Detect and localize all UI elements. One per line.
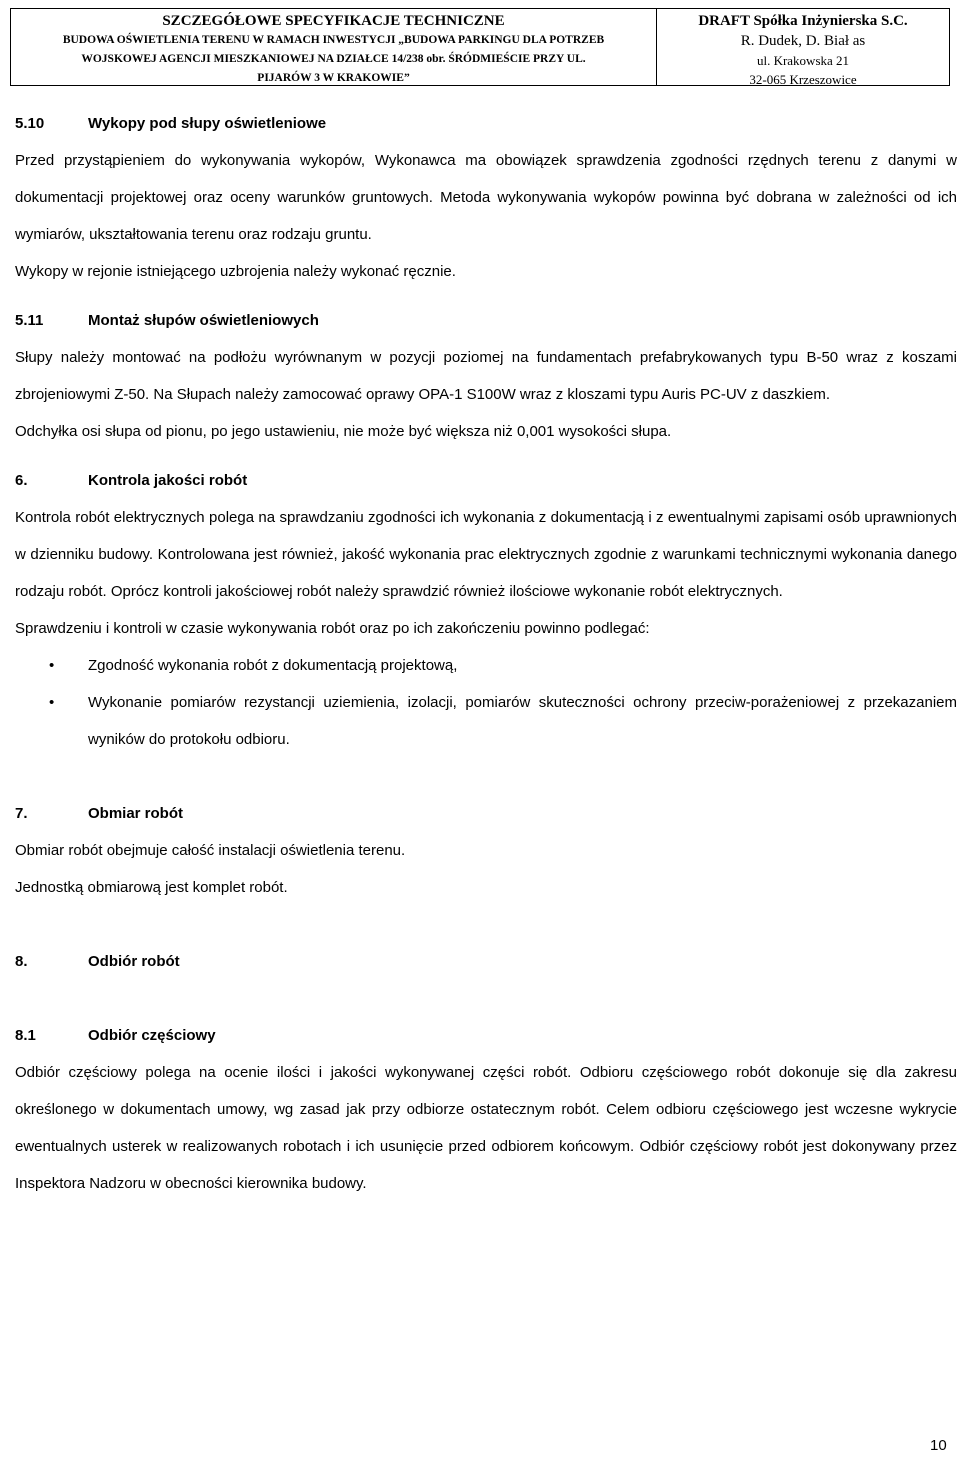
header-street: ul. Krakowska 21 [756,53,850,68]
section-heading-5-10 [15,105,957,142]
section-number: 7. [15,805,28,822]
section-title: Wykopy pod słupy oświetleniowe [88,115,327,132]
paragraph: Odchyłka osi słupa od pionu, po jego ustawieniu, nie może być większa niż 0,001 wysokości słupa. [15,423,672,440]
paragraph: Odbiór częściowy polega na ocenie ilości i jakości wykonywanej części robót. Odbioru częściowego robót dokonuje się dla zakresu określonego w dokumentach umowy, wg zasad jak przy odbiorze ostatecznym robót. Celem odbioru częściowego jest wczesne wykrycie ewentualnych usterek w realizowanych robotach i ich usunięcie przed odbiorem końcowym. Odbiór częściowy robót jest dokonywany przez Inspektora Nadzoru w obecności kierownika budowy. [15,1064,957,1192]
section-heading-8 [15,943,957,980]
section-title: Obmiar robót [88,805,184,822]
header-subtitle-line-1: BUDOWA OŚWIETLENIA TERENU W RAMACH INWESTYCJI „BUDOWA PARKINGU DLA POTRZEB [62,34,605,46]
header-subtitle-line-2: WOJSKOWEJ AGENCJI MIESZKANIOWEJ NA DZIAŁCE 14/238 obr. ŚRÓDMIEŚCIE PRZY UL. [81,53,586,65]
section-title: Odbiór robót [88,953,180,970]
header-company: DRAFT Spółka Inżynierska S.C. [698,13,908,29]
header-company-block [657,9,949,85]
section-number: 6. [15,472,28,489]
header-title: SZCZEGÓŁOWE SPECYFIKACJE TECHNICZNE [162,13,505,29]
section-heading-7 [15,795,957,832]
section-number: 5.11 [15,312,44,329]
paragraph: Wykopy w rejonie istniejącego uzbrojenia należy wykonać ręcznie. [15,263,456,280]
bullet-icon: • [49,694,55,711]
list-item [15,647,957,684]
section-heading-8-1 [15,1017,957,1054]
paragraph: Kontrola robót elektrycznych polega na sprawdzaniu zgodności ich wykonania z dokumentacją i z ewentualnymi zapisami osób uprawnionych w dzienniku budowy. Kontrolowana jest również, jakość wykonania prac elektrycznych zgodnie z warunkami technicznymi wykonania danego rodzaju robót. Oprócz kontroli jakościowej robót należy sprawdzić również ilościowe wykonanie robót elektrycznych. [15,509,957,600]
bullet-icon: • [49,657,55,674]
page-number: 10 [930,1437,947,1454]
section-number: 8.1 [15,1027,36,1044]
document-body [15,105,957,1202]
list-item-text: Zgodność wykonania robót z dokumentacją projektową, [88,657,458,674]
section-number: 8. [15,953,28,970]
header-city: 32-065 Krzeszowice [749,72,857,87]
paragraph: Przed przystąpieniem do wykonywania wykopów, Wykonawca ma obowiązek sprawdzenia zgodności rzędnych terenu z danymi w dokumentacji projektowej oraz oceny warunków gruntowych. Metoda wykonywania wykopów powinna być dobrana w zależności od ich wymiarów, ukształtowania terenu oraz rodzaju gruntu. [15,152,957,243]
paragraph: Sprawdzeniu i kontroli w czasie wykonywania robót oraz po ich zakończeniu powinno podlegać: [15,620,650,637]
section-heading-5-11 [15,302,957,339]
section-title: Kontrola jakości robót [88,472,248,489]
paragraph: Jednostką obmiarową jest komplet robót. [15,879,288,896]
section-heading-6 [15,462,957,499]
header-names: R. Dudek, D. Biał as [740,33,866,49]
paragraph: Obmiar robót obejmuje całość instalacji oświetlenia terenu. [15,842,406,859]
document-header [10,8,950,86]
section-title: Odbiór częściowy [88,1027,216,1044]
paragraph: Słupy należy montować na podłożu wyrównanym w pozycji poziomej na fundamentach prefabrykowanych typu B-50 wraz z koszami zbrojeniowymi Z-50. Na Słupach należy zamocować oprawy OPA-1 S100W wraz z kloszami typu Auris PC-UV z daszkiem. [15,349,957,403]
header-subtitle-line-3: PIJARÓW 3 W KRAKOWIE” [257,72,410,84]
list-item [15,684,957,758]
header-project-block [11,9,657,85]
bullet-list [15,647,957,758]
section-number: 5.10 [15,115,45,132]
list-item-text: Wykonanie pomiarów rezystancji uziemienia, izolacji, pomiarów skuteczności ochrony przeciw-porażeniowej z przekazaniem wyników do protokołu odbioru. [88,694,957,748]
section-title: Montaż słupów oświetleniowych [88,312,319,329]
